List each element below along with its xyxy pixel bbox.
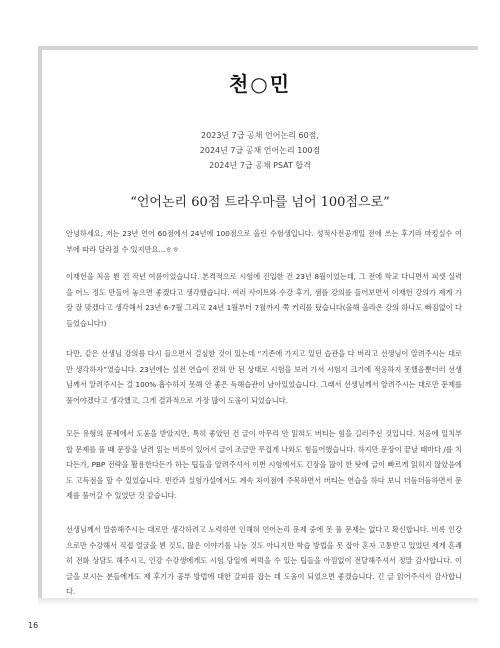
paragraph-intro: 안녕하세요, 저는 23년 언어 60점에서 24년에 100점으로 올린 수험생입니다. 성적사전공개일 전에 쓰는 후기라 마킹실수 여부에 따라 달라질 수 있지만요...ㅎㅎ: [66, 229, 462, 254]
credential-line-3: 2024년 7급 공채 PSAT 합격: [209, 161, 311, 170]
testimonial-headline: “언어논리 60점 트라우마를 넘어 100점으로”: [130, 195, 390, 210]
paragraph-background: 이재헌을 처음 뵌 건 작년 여름이었습니다. 본격적으로 시험에 진입한 건 23년 8월이었는데, 그 전에 학교 다니면서 피셋 실력을 어느 정도 만들어 놓으면 좋겠다고 생각했습니다. 여러 사이트와 수강 후기, 샘플 강의를 들어보면서 이재헌 강의가 제게 가장 잘 맞겠다고 생각해서 23년 6-7월 그리고 24년 1월부터 7월까지 쭉 커리를 탔습니다(올해 올라온 강의 하나도 빠짐없이 다 들었습니다!): [66, 272, 462, 328]
credential-line-1: 2023년 7급 공채 언어논리 60점,: [201, 131, 319, 140]
paragraph-approach: 다만, 같은 선생님 강의를 다시 들으면서 걸심한 것이 있는데 “기존에 가지고 있던 습관을 다 버리고 선생님이 알려주시는 대로만 생각하자”였습니다. 23년에는 실전 연습이 전혀 안 된 상태로 시험을 보러 가서 시험지 크기에 적응하지 못했음뿐더러 선생님께서 알려주시는 걸 100% 흡수하지 못해 안 좋은 독해습관이 남아있었습니다. 그래서 선생님께서 알려주시는 대로만 문제를 풀어야겠다고 생각했고, 그게 결과적으로 가장 많이 도움이 되었습니다.: [66, 349, 462, 405]
paragraph-skills: 모든 유형의 문제에서 도움을 받았지만, 특히 좋았던 건 글이 아무리 안 읽혀도 버티는 힘을 길러주신 것입니다. 처음에 일치부합 문제를 풀 때 문장을 날려 읽는 버릇이 있어서 글이 조금만 무겁게 나와도 힘들어했습니다. 하지만 문장이 끝날 때마다 /를 치다든가, PBP 전략을 활용한다든가 하는 팁들을 알려주셔서 이번 시험에서도 긴장을 많이 한 탓에 글이 빠르게 읽히지 않았음에도 고득점을 할 수 있었습니다. 빈칸과 실험가설에서도 계속 차이점에 주목하면서 버티는 연습을 하다 보니 더듬더듬하면서 문제를 풀어갈 수 있었던 것 같습니다.: [66, 429, 462, 501]
author-name: 천○민: [228, 72, 292, 96]
credential-line-2: 2024년 7급 공채 언어논리 100점: [199, 146, 321, 155]
testimonial-card: [38, 46, 478, 598]
page-number: 16: [28, 621, 39, 630]
card-shadow: [38, 598, 478, 606]
paragraph-closing: 선생님께서 말씀해주시는 대로만 생각하려고 노력하면 인해혀 언어논리 문제 중에 못 풀 문제는 없다고 확신합니다. 비록 인강으로만 수강해서 직접 얼굴을 뵌 것도, 많은 이야기를 나눈 것도 아니지만 학습 방법을 못 잡아 혼자 고통받고 있었던 제게 흔쾌히 전화 상담도 해주시고, 인강 수강생에게도 시험 당일에 써먹을 수 있는 팁들을 아낌없이 전달해주셔서 정말 감사합니다. 이 글을 보시는 분들에게도 제 후기가 공부 방법에 대한 갈피를 잡는 데 도움이 되었으면 좋겠습니다. 긴 글 읽어주셔서 감사합니다.: [66, 525, 462, 597]
